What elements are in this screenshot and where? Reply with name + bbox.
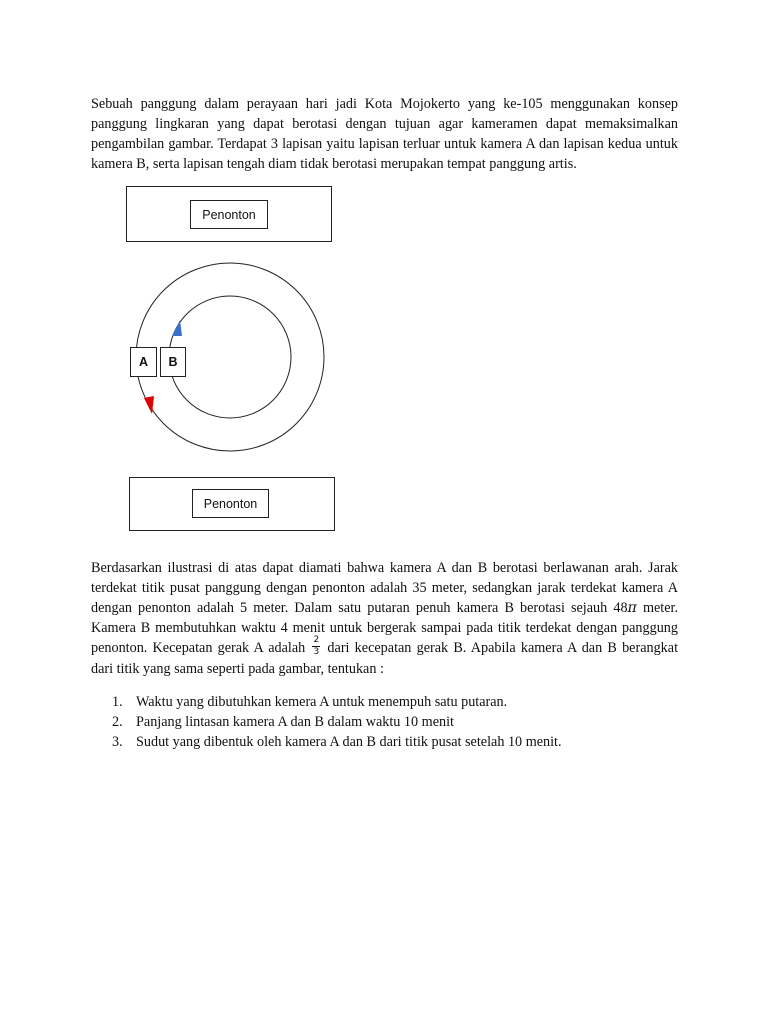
list-item: 2. Panjang lintasan kamera A dan B dalam waktu 10 menit	[112, 714, 454, 730]
camera-b-marker	[161, 348, 186, 377]
distance-value: 48π	[613, 600, 637, 616]
problem-text-3: dari kecepatan gerak B. Apabila kamera A dan B berangkat dari titik yang sama seperti pada gambar, tentukan :	[91, 640, 679, 678]
intro-paragraph: Sebuah panggung dalam perayaan hari jadi Kota Mojokerto yang ke-105 menggunakan konsep panggung lingkaran yang dapat berotasi dengan tujuan agar kameramen dapat memaksimalkan pengambilan gambar. Terdapat 3 lapisan yaitu lapisan terluar untuk kamera A dan lapisan kedua untuk kamera B, serta lapisan tengah diam tidak berotasi merupakan tempat panggung artis.	[91, 96, 678, 172]
fraction-two-thirds: $\frac{2}{3}$	[313, 635, 320, 658]
audience-label-bottom: Penonton	[203, 497, 258, 511]
question-list	[112, 692, 562, 752]
camera-a-label: A	[138, 355, 149, 369]
list-item: 3. Sudut yang dibentuk oleh kamera A dan B dari titik pusat setelah 10 menit.	[112, 734, 562, 750]
problem-text-2: meter. Kamera B membutuhkan waktu 4 menit untuk bergerak sampai pada titik terdekat dengan panggung penonton. Kecepatan gerak A adalah	[91, 600, 679, 656]
list-item: 1. Waktu yang dibutuhkan kemera A untuk menempuh satu putaran.	[112, 694, 508, 710]
camera-a-arrow-icon	[144, 396, 154, 414]
camera-b-label: B	[168, 355, 178, 369]
camera-b-arrow-icon	[172, 320, 182, 336]
camera-a-marker	[131, 348, 157, 377]
audience-label-top: Penonton	[202, 208, 256, 222]
problem-paragraph	[91, 558, 678, 679]
audience-box-top	[127, 187, 332, 242]
inner-ring	[169, 296, 291, 418]
pi-symbol: π	[627, 600, 637, 616]
problem-text-1: Berdasarkan ilustrasi di atas dapat diamati bahwa kamera A dan B berotasi berlawanan arah. Jarak terdekat titik pusat panggung dengan penonton adalah 35 meter, sedangkan jarak terdekat kamera A dengan penonton adalah 5 meter. Dalam satu putaran penuh kamera B berotasi sejauh	[91, 560, 678, 616]
audience-box-bottom	[130, 478, 335, 531]
